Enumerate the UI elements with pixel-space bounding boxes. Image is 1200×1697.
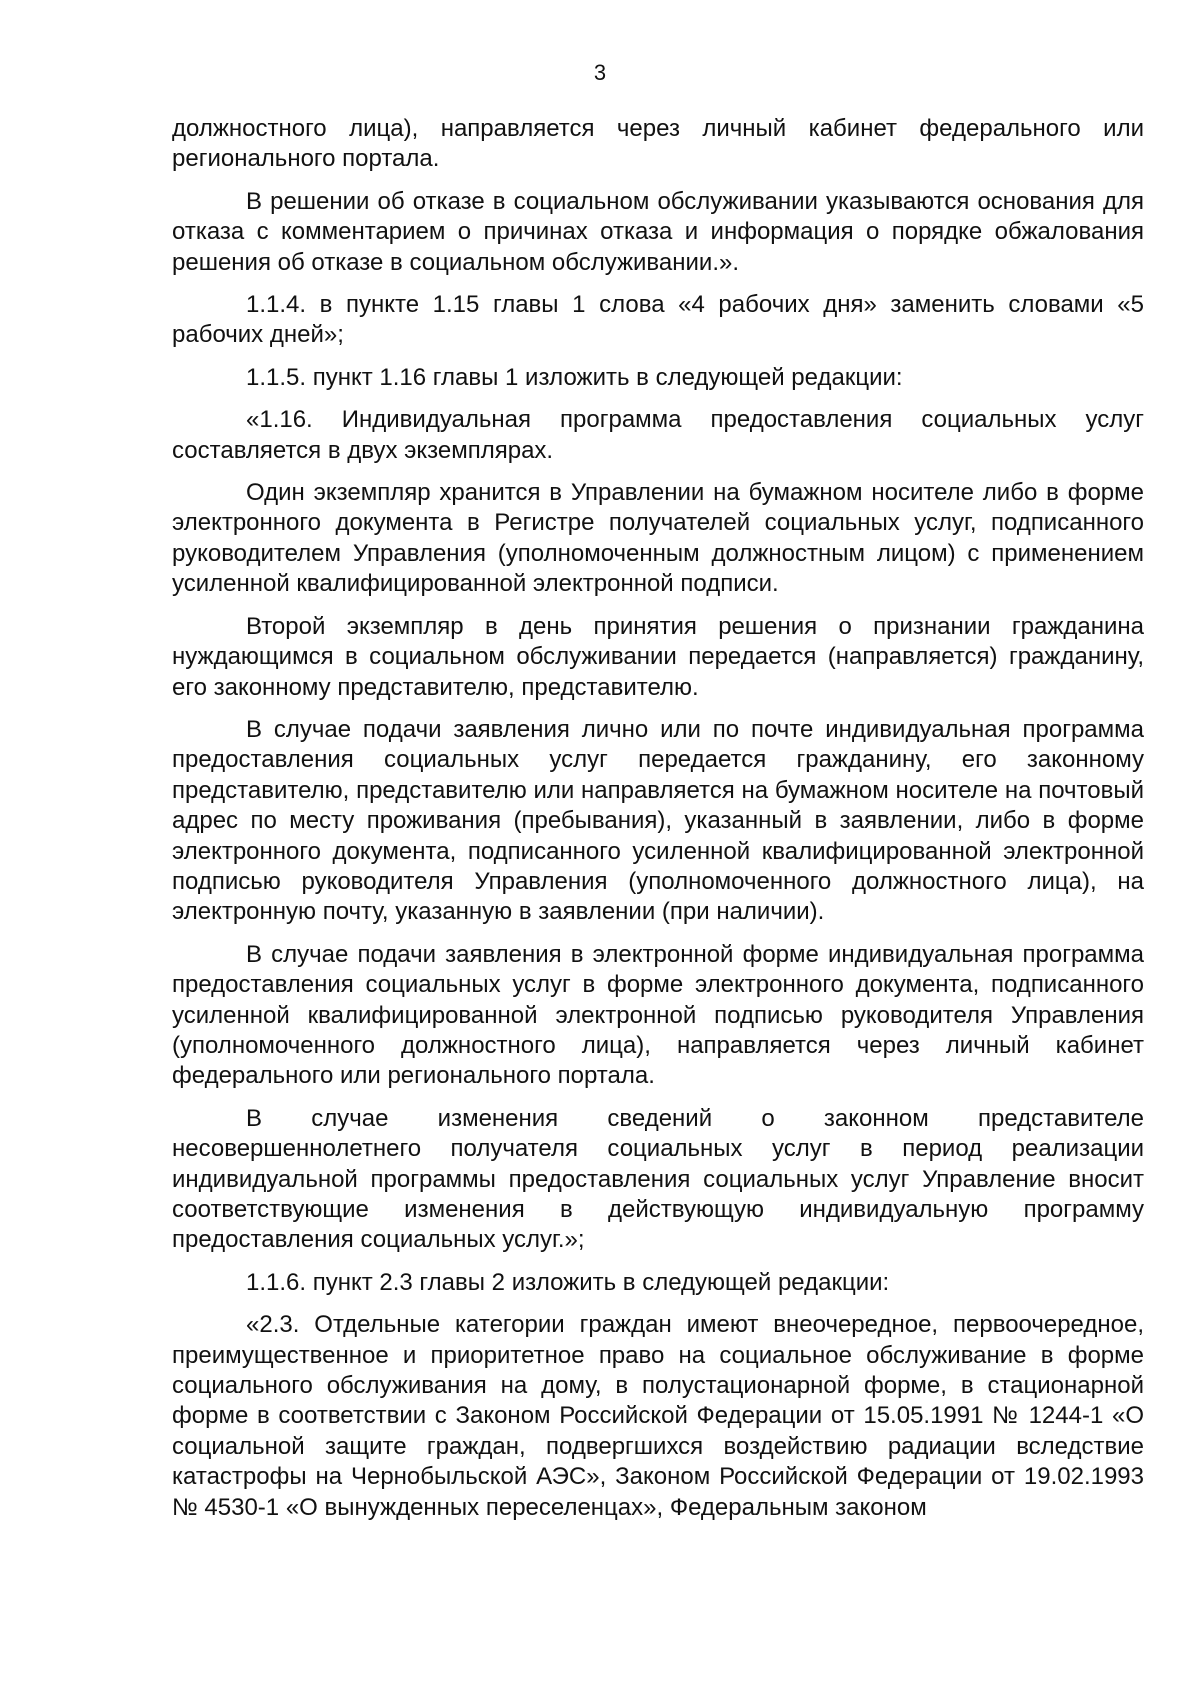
paragraph-1-16: «1.16. Индивидуальная программа предоставления социальных услуг составляется в двух экземплярах. (172, 406, 1144, 464)
paragraph-continuation: должностного лица), направляется через личный кабинет федерального или регионального портала. (172, 115, 1144, 173)
page-number: 3 (593, 60, 607, 85)
paragraph-first-copy: Один экземпляр хранится в Управлении на бумажном носителе либо в форме электронного документа в Регистре получателей социальных услуг, подписанного руководителем Управления (уполномоченным должностным лицом) с применением усиленной квалифицированной электронной подписи. (172, 479, 1144, 598)
document-body (172, 114, 1144, 1535)
paragraph-representative-change: В случае изменения сведений о законном представителе несовершеннолетнего получателя социальных услуг в период реализации индивидуальной программы предоставления социальных услуг Управление вносит соответствующие изменения в действующую индивидуальную программу предоставления социальных услуг.»; (172, 1104, 1144, 1254)
paragraph-1-1-4: 1.1.4. в пункте 1.15 главы 1 слова «4 рабочих дня» заменить словами «5 рабочих дней»; (172, 291, 1144, 349)
paragraph-personal-submission: В случае подачи заявления лично или по почте индивидуальная программа предоставления социальных услуг передается гражданину, его законному представителю, представителю или направляется на бумажном носителе на почтовый адрес по месту проживания (пребывания), указанный в заявлении, либо в форме электронного документа, подписанного усиленной квалифицированной электронной подписью руководителя Управления (уполномоченного должностного лица), на электронную почту, указанную в заявлении (при наличии). (172, 715, 1144, 926)
paragraph-electronic-submission: В случае подачи заявления в электронной форме индивидуальная программа предоставления социальных услуг в форме электронного документа, подписанного усиленной квалифицированной электронной подписью руководителя Управления (уполномоченного должностного лица), направляется через личный кабинет федерального или регионального портала. (172, 940, 1144, 1090)
paragraph-1-1-5: 1.1.5. пункт 1.16 главы 1 изложить в следующей редакции: (246, 363, 903, 391)
paragraph-second-copy: Второй экземпляр в день принятия решения о признании гражданина нуждающимся в социальном обслуживании передается (направляется) гражданину, его законному представителю, представителю. (172, 612, 1144, 701)
paragraph-refusal-grounds: В решении об отказе в социальном обслуживании указываются основания для отказа с комментарием о причинах отказа и информация о порядке обжалования решения об отказе в социальном обслуживании.». (172, 187, 1144, 276)
paragraph-2-3: «2.3. Отдельные категории граждан имеют внеочередное, первоочередное, преимущественное и приоритетное право на социальное обслуживание в форме социального обслуживания на дому, в полустационарной форме, в стационарной форме в соответствии с Законом Российской Федерации от 15.05.1991 № 1244-1 «О социальной защите граждан, подвергшихся воздействию радиации вследствие катастрофы на Чернобыльской АЭС», Законом Российской Федерации от 19.02.1993 № 4530-1 «О вынужденных переселенцах», Федеральным законом (172, 1311, 1144, 1521)
paragraph-1-1-6: 1.1.6. пункт 2.3 главы 2 изложить в следующей редакции: (246, 1268, 890, 1296)
